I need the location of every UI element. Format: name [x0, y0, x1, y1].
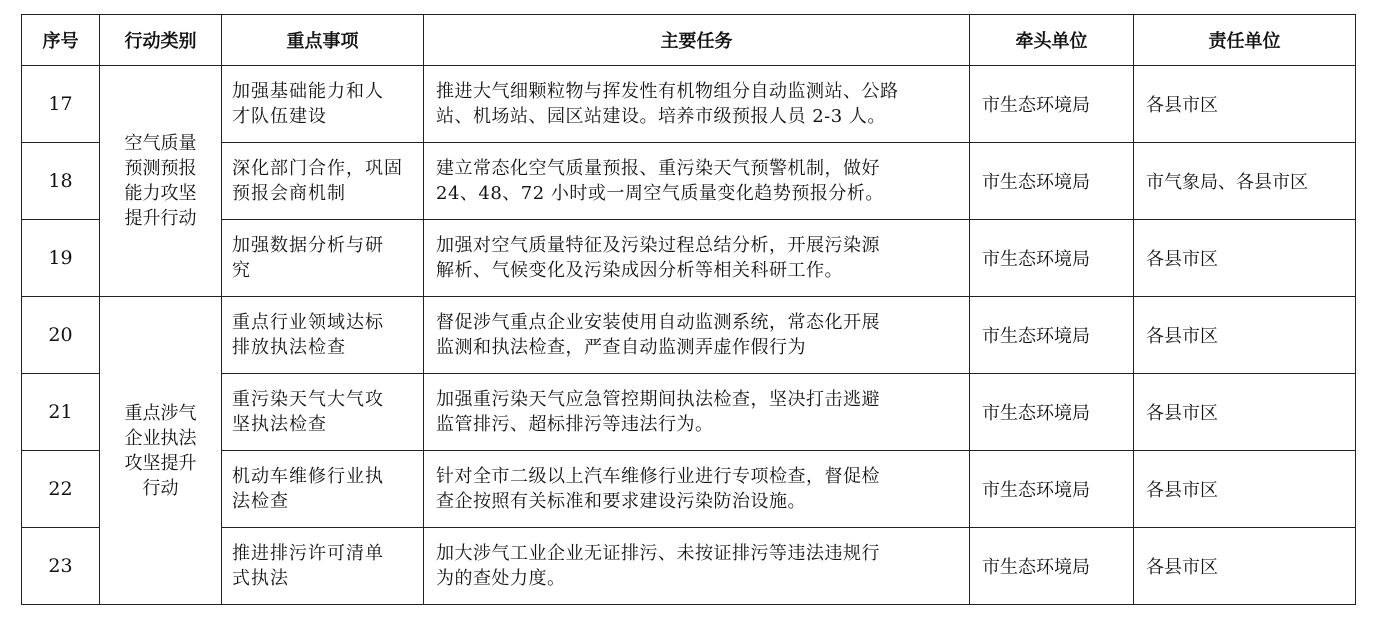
- key-item-cell: [222, 374, 424, 451]
- table-row: [22, 297, 1356, 374]
- key-item-line: 重污染天气大气攻: [232, 389, 384, 410]
- table-row: [22, 374, 1356, 451]
- lead-unit-cell: 市生态环境局: [970, 220, 1134, 297]
- document-page: [21, 14, 1356, 605]
- main-task-line: 督促涉气重点企业安装使用自动监测系统，常态化开展: [436, 312, 880, 333]
- main-task-line: 加强重污染天气应急管控期间执法检查，坚决打击逃避: [436, 389, 880, 410]
- main-task-line: 监测和执法检查，严查自动监测弄虚作假行为: [436, 337, 806, 358]
- main-task-cell: [424, 374, 970, 451]
- lead-unit-cell: 市生态环境局: [970, 374, 1134, 451]
- key-item-line: 重点行业领域达标: [232, 312, 384, 333]
- lead-unit-cell: 市生态环境局: [970, 297, 1134, 374]
- main-task-line: 推进大气细颗粒物与挥发性有机物组分自动监测站、公路: [436, 81, 899, 102]
- responsible-unit-cell: 各县市区: [1134, 451, 1356, 528]
- key-item-line: 才队伍建设: [232, 106, 327, 127]
- header-category: 行动类别: [100, 15, 222, 66]
- main-task-cell: [424, 220, 970, 297]
- main-task-line: 建立常态化空气质量预报、重污染天气预警机制，做好: [436, 158, 880, 179]
- header-no: 序号: [22, 15, 100, 66]
- key-item-line: 式执法: [232, 568, 289, 589]
- category-line: 攻坚提升: [124, 452, 197, 474]
- header-key-item: 重点事项: [222, 15, 424, 66]
- category-line: 企业执法: [124, 427, 197, 449]
- key-item-cell: [222, 451, 424, 528]
- table-row: [22, 528, 1356, 605]
- key-item-line: 预报会商机制: [232, 183, 346, 204]
- table-row: [22, 451, 1356, 528]
- category-cell: [100, 297, 222, 605]
- row-number: 17: [22, 66, 100, 143]
- key-item-line: 推进排污许可清单: [232, 543, 384, 564]
- key-item-line: 究: [232, 260, 251, 281]
- main-task-cell: [424, 297, 970, 374]
- table-row: [22, 143, 1356, 220]
- row-number: 21: [22, 374, 100, 451]
- row-number: 22: [22, 451, 100, 528]
- key-item-cell: [222, 143, 424, 220]
- key-item-line: 深化部门合作，巩固: [232, 158, 403, 179]
- category-line: 行动: [142, 477, 179, 499]
- table-row: [22, 66, 1356, 143]
- header-responsible-unit: 责任单位: [1134, 15, 1356, 66]
- main-task-line: 为的查处力度。: [436, 568, 566, 589]
- key-item-line: 机动车维修行业执: [232, 466, 384, 487]
- category-line: 预测预报: [124, 158, 197, 179]
- main-task-line: 解析、气候变化及污染成因分析等相关科研工作。: [436, 260, 843, 281]
- main-task-cell: [424, 528, 970, 605]
- main-task-cell: [424, 66, 970, 143]
- lead-unit-cell: 市生态环境局: [970, 528, 1134, 605]
- responsible-unit-cell: 市气象局、各县市区: [1134, 143, 1356, 220]
- key-item-line: 加强数据分析与研: [232, 235, 384, 256]
- main-task-line: 加大涉气工业企业无证排污、未按证排污等违法违规行: [436, 543, 880, 564]
- main-task-line: 24、48、72 小时或一周空气质量变化趋势预报分析。: [436, 183, 884, 204]
- key-item-line: 法检查: [232, 491, 289, 512]
- key-item-cell: [222, 66, 424, 143]
- header-lead-unit: 牵头单位: [970, 15, 1134, 66]
- lead-unit-cell: 市生态环境局: [970, 451, 1134, 528]
- key-item-cell: [222, 220, 424, 297]
- category-line: 能力攻坚: [124, 183, 197, 204]
- header-main-task: 主要任务: [424, 15, 970, 66]
- main-task-line: 加强对空气质量特征及污染过程总结分析，开展污染源: [436, 235, 880, 256]
- category-cell: [100, 66, 222, 297]
- row-number: 18: [22, 143, 100, 220]
- lead-unit-cell: 市生态环境局: [970, 66, 1134, 143]
- main-task-line: 监管排污、超标排污等违法行为。: [436, 414, 714, 435]
- main-task-line: 站、机场站、园区站建设。培养市级预报人员 2-3 人。: [436, 106, 886, 127]
- responsible-unit-cell: 各县市区: [1134, 528, 1356, 605]
- key-item-cell: [222, 297, 424, 374]
- category-line: 重点涉气: [124, 402, 197, 424]
- key-item-cell: [222, 528, 424, 605]
- key-item-line: 加强基础能力和人: [232, 81, 384, 102]
- responsible-unit-cell: 各县市区: [1134, 220, 1356, 297]
- category-line: 提升行动: [124, 208, 197, 229]
- main-task-cell: [424, 451, 970, 528]
- table-row: [22, 220, 1356, 297]
- key-item-line: 坚执法检查: [232, 414, 327, 435]
- responsible-unit-cell: 各县市区: [1134, 66, 1356, 143]
- key-item-line: 排放执法检查: [232, 337, 346, 358]
- main-task-line: 针对全市二级以上汽车维修行业进行专项检查，督促检: [436, 466, 880, 487]
- row-number: 19: [22, 220, 100, 297]
- main-task-cell: [424, 143, 970, 220]
- row-number: 20: [22, 297, 100, 374]
- responsible-unit-cell: 各县市区: [1134, 374, 1356, 451]
- category-line: 空气质量: [124, 133, 197, 154]
- main-task-line: 查企按照有关标准和要求建设污染防治设施。: [436, 491, 806, 512]
- action-table: [21, 14, 1356, 605]
- row-number: 23: [22, 528, 100, 605]
- table-header-row: [22, 15, 1356, 66]
- lead-unit-cell: 市生态环境局: [970, 143, 1134, 220]
- responsible-unit-cell: 各县市区: [1134, 297, 1356, 374]
